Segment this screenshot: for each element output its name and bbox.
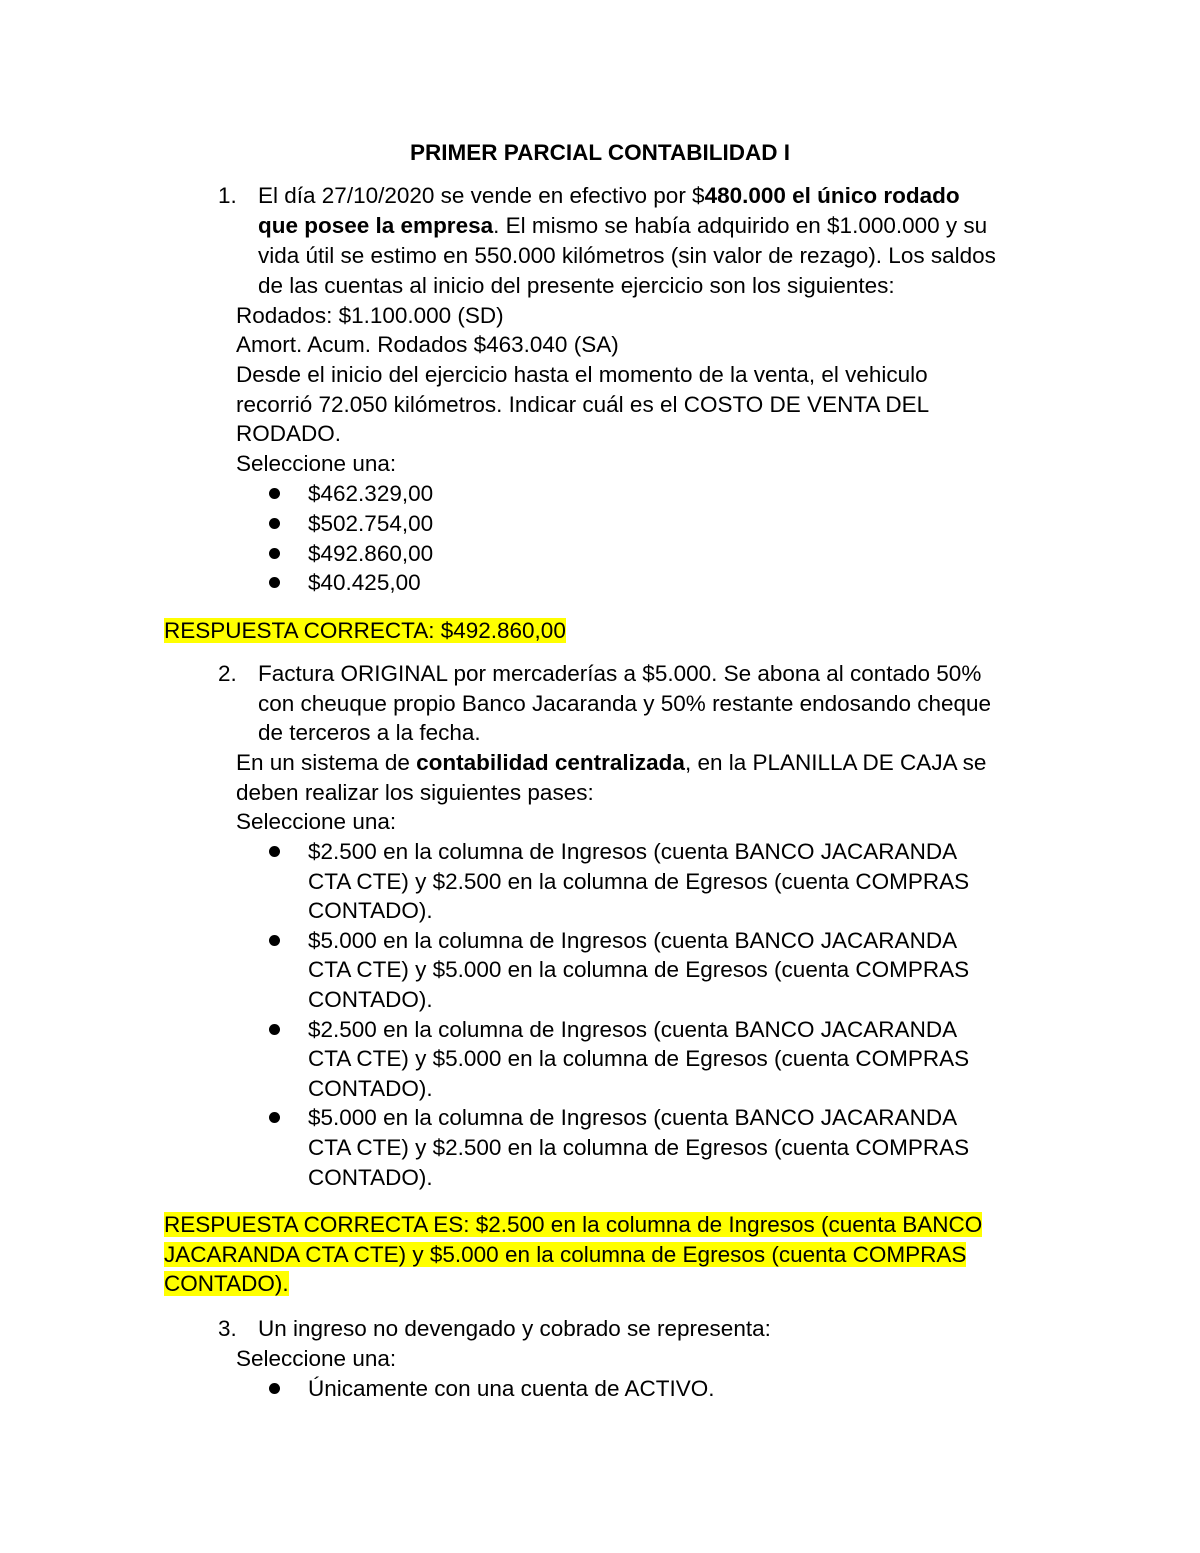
document-page: PRIMER PARCIAL CONTABILIDAD I 1. El día 27/10/2020 se vende en efectivo por $480.000 el único rodado que posee la empresa. El mismo se había adquirido en $1.000.000 y su vida útil se estimo en 550.000 kilómetros (sin valor de rezago). Los saldos de las cuentas al inicio del presente ejercicio son los siguientes: Rodados: $1.100.000 (SD) Amort. Acum. Rodados $463.040 (SA) Desde el inicio del ejercicio hasta el momento de la venta, el vehiculo recorrió 72.050 kilómetros. Indicar cuál es el COSTO DE VENTA DEL RODADO. Seleccione una: $462.329,00 $502.754,00 $492.860,00 $40.425,00 RESPUESTA CORRECTA: $492.860,00 2. Factura ORIGINAL por mercaderías a $5.000. Se abona al contado 50% con cheuque propio Banco Jacaranda y 50% restante endosando cheque de terceros a la fecha. En un sistema de contabilidad centralizada, en la PLANILLA DE CAJA se deben realizar los siguientes pases: Seleccione una: $2.500 en la columna de Ingresos (cuenta BANCO JACARANDA CTA CTE) y $2.500 en la columna de Egresos (cuenta COMPRAS CONTADO). $5.000 en la columna de Ingresos (cuenta BANCO JACARANDA CTA CTE) y $5.000 en la columna de Egresos (cuenta COMPRAS CONTADO). $2.500 en la columna de Ingresos (cuenta BANCO JACARANDA CTA CTE) y $5.000 en la columna de Egresos (cuenta COMPRAS CONTADO). $5.000 en la columna de Ingresos (cuenta BANCO JACARANDA CTA CTE) y $2.500 en la columna de Egresos (cuenta COMPRAS CONTADO). RESPUESTA CORRECTA ES: $2.500 en la columna de Ingresos (cuenta BANCO JACARANDA CTA CTE) y $5.000 en la columna de Egresos (cuenta COMPRAS CONTADO). 3. Un ingreso no devengado y cobrado se representa: Seleccione una: Únicamente con una cuenta de ACTIVO. bbox=[0, 0, 1200, 1553]
question-line: que posee la empresa. El mismo se había adquirido en $1.000.000 y su bbox=[258, 213, 988, 238]
question-line: de las cuentas al inicio del presente ejercicio son los siguientes: bbox=[258, 273, 895, 298]
question-line: En un sistema de contabilidad centralizada, en la PLANILLA DE CAJA se bbox=[236, 750, 987, 775]
bullet-icon bbox=[269, 846, 280, 857]
option-item[interactable]: $462.329,00 bbox=[308, 481, 434, 506]
bullet-icon bbox=[269, 518, 280, 529]
option-item[interactable]: $492.860,00 bbox=[308, 541, 434, 566]
select-prompt: Seleccione una: bbox=[236, 451, 397, 476]
question-line: recorrió 72.050 kilómetros. Indicar cuál es el COSTO DE VENTA DEL bbox=[236, 392, 930, 417]
option-item[interactable]: $40.425,00 bbox=[308, 570, 421, 595]
question-line: Desde el inicio del ejercicio hasta el momento de la venta, el vehiculo bbox=[236, 362, 928, 387]
amort-balance: Amort. Acum. Rodados $463.040 (SA) bbox=[236, 332, 619, 357]
bullet-icon bbox=[269, 488, 280, 499]
bullet-icon bbox=[269, 1112, 280, 1123]
bullet-icon bbox=[269, 577, 280, 588]
bullet-icon bbox=[269, 548, 280, 559]
question-line: vida útil se estimo en 550.000 kilómetros (sin valor de rezago). Los saldos bbox=[258, 243, 996, 268]
question-line: de terceros a la fecha. bbox=[258, 720, 481, 745]
question-line: RODADO. bbox=[236, 421, 342, 446]
question-line: Un ingreso no devengado y cobrado se representa: bbox=[258, 1316, 771, 1341]
option-item[interactable]: $502.754,00 bbox=[308, 511, 434, 536]
rodados-balance: Rodados: $1.100.000 (SD) bbox=[236, 303, 504, 328]
question-line: con cheuque propio Banco Jacaranda y 50% restante endosando cheque bbox=[258, 691, 992, 716]
correct-answer: RESPUESTA CORRECTA: $492.860,00 bbox=[164, 618, 566, 643]
question-number: 2. bbox=[218, 661, 237, 686]
page-title: PRIMER PARCIAL CONTABILIDAD I bbox=[410, 140, 790, 165]
bullet-icon bbox=[269, 1024, 280, 1035]
bullet-icon bbox=[269, 935, 280, 946]
question-line: El día 27/10/2020 se vende en efectivo por $480.000 el único rodado bbox=[258, 183, 960, 208]
question-number: 1. bbox=[218, 183, 237, 208]
select-prompt: Seleccione una: bbox=[236, 809, 397, 834]
question-line: deben realizar los siguientes pases: bbox=[236, 780, 594, 805]
question-line: Factura ORIGINAL por mercaderías a $5.000. Se abona al contado 50% bbox=[258, 661, 982, 686]
select-prompt: Seleccione una: bbox=[236, 1346, 397, 1371]
question-number: 3. bbox=[218, 1316, 237, 1341]
bullet-icon bbox=[269, 1383, 280, 1394]
option-item[interactable]: Únicamente con una cuenta de ACTIVO. bbox=[308, 1376, 715, 1401]
